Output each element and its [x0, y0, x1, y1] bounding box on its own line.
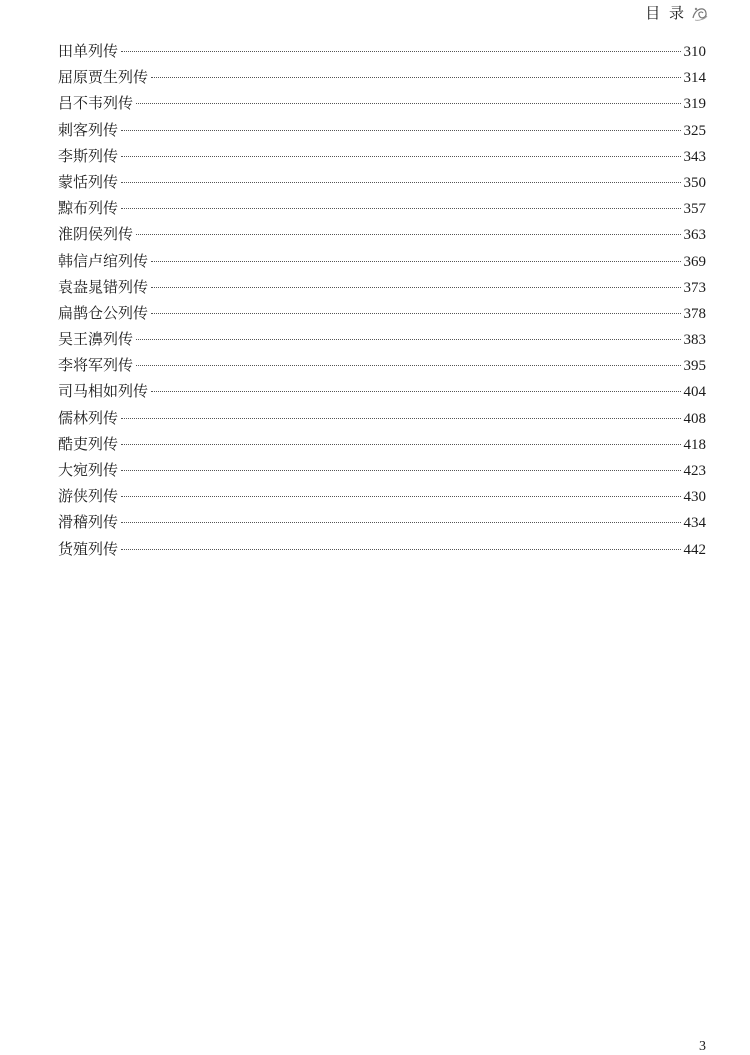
toc-entry-title: 韩信卢绾列传 — [58, 251, 149, 270]
toc-entry-title: 大宛列传 — [58, 461, 119, 479]
toc-entry[interactable] — [58, 509, 706, 535]
dot-leader — [136, 103, 680, 104]
toc-entry-page: 350 — [683, 174, 706, 191]
toc-entry-title: 游侠列传 — [58, 487, 119, 506]
toc-entry-page: 319 — [683, 96, 706, 113]
toc-entry-page: 363 — [683, 227, 706, 244]
dot-leader — [136, 234, 680, 235]
toc-entry[interactable] — [58, 483, 706, 509]
toc-entry[interactable] — [58, 536, 706, 562]
toc-entry-page: 378 — [683, 305, 706, 322]
dot-leader — [151, 391, 680, 392]
table-of-contents — [58, 38, 706, 562]
dot-leader — [121, 208, 680, 209]
toc-entry[interactable] — [58, 248, 706, 274]
toc-entry[interactable] — [58, 326, 706, 352]
running-header — [645, 2, 710, 23]
dot-leader — [121, 130, 680, 131]
toc-entry[interactable] — [58, 221, 706, 247]
toc-entry[interactable] — [58, 38, 706, 64]
toc-entry[interactable] — [58, 117, 706, 143]
toc-entry[interactable] — [58, 169, 706, 195]
toc-entry-page: 383 — [683, 332, 706, 349]
toc-entry[interactable] — [58, 457, 706, 483]
toc-entry-title: 李将军列传 — [58, 356, 134, 375]
toc-entry-page: 357 — [683, 201, 706, 218]
toc-entry-title: 蒙恬列传 — [58, 172, 119, 191]
toc-entry-page: 423 — [683, 463, 706, 479]
dot-leader — [121, 549, 680, 550]
toc-entry[interactable] — [58, 143, 706, 169]
toc-entry-title: 黥布列传 — [58, 199, 119, 218]
toc-entry[interactable] — [58, 378, 706, 404]
dot-leader — [151, 287, 680, 288]
toc-entry-page: 373 — [683, 279, 706, 296]
toc-entry-title: 酷吏列传 — [58, 434, 119, 453]
dot-leader — [151, 77, 680, 78]
toc-entry-page: 404 — [683, 384, 706, 401]
toc-entry-title: 淮阴侯列传 — [58, 225, 134, 244]
toc-entry[interactable] — [58, 64, 706, 90]
toc-entry-page: 395 — [683, 358, 706, 375]
toc-entry[interactable] — [58, 431, 706, 457]
toc-entry-page: 430 — [683, 489, 706, 506]
dot-leader — [121, 418, 680, 419]
dot-leader — [121, 51, 680, 52]
dot-leader — [136, 365, 680, 366]
dot-leader — [121, 156, 680, 157]
dot-leader — [151, 313, 680, 314]
toc-entry-title: 扁鹊仓公列传 — [58, 303, 149, 322]
toc-entry-title: 吴王濞列传 — [58, 330, 134, 349]
toc-entry-title: 吕不韦列传 — [58, 94, 134, 113]
toc-entry[interactable] — [58, 405, 706, 431]
toc-entry-title: 司马相如列传 — [58, 382, 149, 401]
toc-entry[interactable] — [58, 195, 706, 221]
toc-entry-title: 屈原贾生列传 — [58, 68, 149, 87]
toc-entry-page: 310 — [683, 44, 706, 60]
header-title: 目 录 — [645, 4, 686, 22]
toc-entry-page: 418 — [683, 436, 706, 453]
toc-entry-page: 343 — [683, 148, 706, 165]
toc-entry-page: 314 — [683, 70, 706, 87]
toc-entry-page: 325 — [683, 122, 706, 139]
toc-entry-title: 货殖列传 — [58, 539, 119, 558]
dot-leader — [121, 444, 680, 445]
toc-entry-title: 田单列传 — [58, 42, 119, 60]
toc-entry-page: 434 — [683, 515, 706, 532]
toc-entry-page: 442 — [683, 541, 706, 558]
toc-entry-title: 滑稽列传 — [58, 513, 119, 532]
toc-entry-title: 袁盎晁错列传 — [58, 277, 149, 296]
dot-leader — [121, 522, 680, 523]
dot-leader — [121, 496, 680, 497]
toc-entry[interactable] — [58, 300, 706, 326]
toc-entry-title: 刺客列传 — [58, 120, 119, 139]
dot-leader — [121, 470, 680, 471]
swirl-ornament-icon — [690, 3, 710, 23]
toc-entry-title: 李斯列传 — [58, 146, 119, 165]
toc-entry[interactable] — [58, 352, 706, 378]
dot-leader — [136, 339, 680, 340]
toc-entry-title: 儒林列传 — [58, 408, 119, 427]
toc-entry[interactable] — [58, 90, 706, 116]
dot-leader — [121, 182, 680, 183]
toc-entry[interactable] — [58, 274, 706, 300]
dot-leader — [151, 261, 680, 262]
page-number: 3 — [699, 1039, 706, 1054]
toc-entry-page: 408 — [683, 410, 706, 427]
toc-entry-page: 369 — [683, 253, 706, 270]
